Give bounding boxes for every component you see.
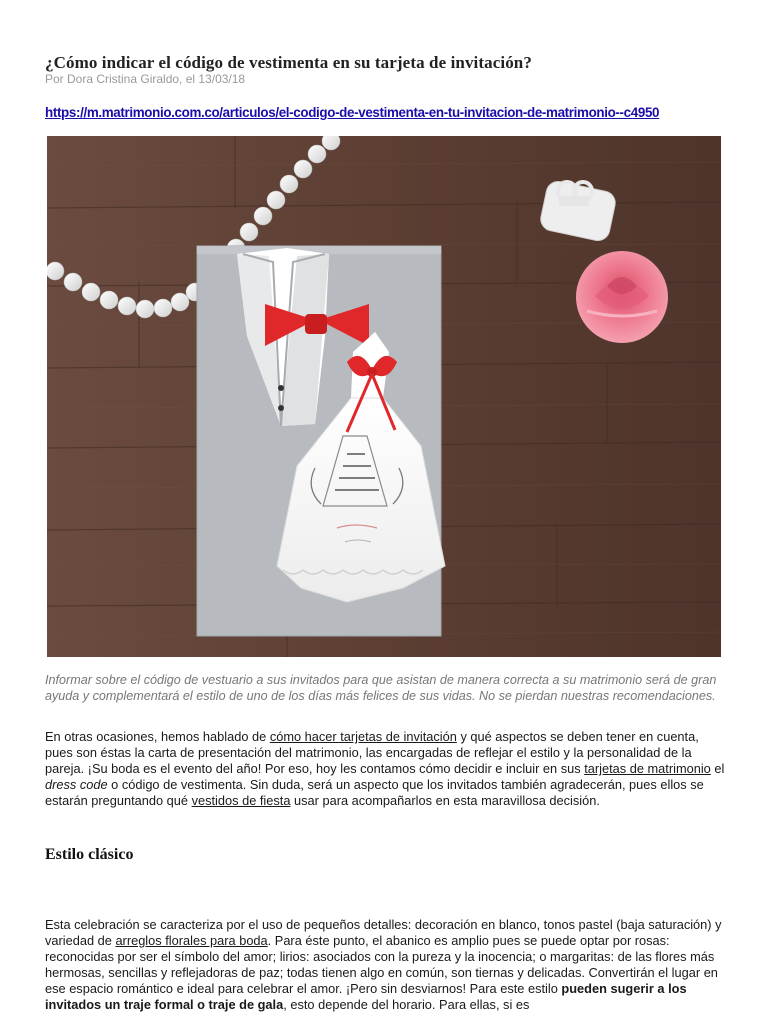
wedding-invitation-illustration <box>47 136 721 657</box>
source-url-link[interactable]: https://m.matrimonio.com.co/articulos/el-codigo-de-vestimenta-en-tu-invitacion-de-matrimonio--c4950 <box>45 105 660 120</box>
photo-caption: Informar sobre el código de vestuario a sus invitados para que asistan de manera correcta a su matrimonio será de gran ayuda y complementará el estilo de uno de los días más felices de sus vidas. No se pierdan nuestras recomendaciones. <box>45 673 717 703</box>
text-span: el <box>710 761 725 776</box>
article-title: ¿Cómo indicar el código de vestimenta en su tarjeta de invitación? <box>45 53 532 72</box>
text-span: En otras ocasiones, hemos hablado de <box>45 729 270 744</box>
section-heading: Estilo clásico <box>45 846 134 863</box>
text-span: usar para acompañarlos en esta maravillosa decisión. <box>290 793 600 808</box>
article <box>45 52 725 1012</box>
rose <box>576 251 668 343</box>
link-como-hacer-tarjetas[interactable]: cómo hacer tarjetas de invitación <box>269 729 457 744</box>
link-vestidos-de-fiesta[interactable]: vestidos de fiesta <box>191 793 291 808</box>
text-span: , esto depende del horario. Para ellas, si es <box>283 997 530 1012</box>
text-span: o código de vestimenta. Sin duda, será un aspecto que los invitados también agradecerán, pues ellos se estarán preguntando qué <box>45 777 704 808</box>
link-tarjetas-de-matrimonio[interactable]: tarjetas de matrimonio <box>584 761 711 776</box>
text-span: Esta celebración se caracteriza por el uso de pequeños detalles: decoración en blanco, tonos pastel (baja saturación) y variedad de <box>45 917 722 948</box>
dress-code-emphasis: dress code <box>45 777 108 792</box>
intro-paragraph <box>45 729 725 809</box>
text-span: . Para éste punto, el abanico es amplio pues se puede optar por rosas: reconocidas por ser el símbolo del amor; lirios: asociados con la pureza y la inocencia; o margaritas: de las flores más hermosas, sencillas y reflejadoras de paz; todas tienen algo en común, son tiernas y delicadas. Convertirán el lugar en ese espacio romántico e ideal para celebrar el amor. ¡Pero sin desviarnos! Para este estilo <box>45 933 718 996</box>
article-byline: Por Dora Cristina Giraldo, el 13/03/18 <box>45 72 246 86</box>
link-arreglos-florales[interactable]: arreglos florales para boda <box>115 933 268 948</box>
classic-style-paragraph <box>45 917 725 1013</box>
article-photo <box>47 136 721 657</box>
text-span: y qué aspectos se deben tener en cuenta, pues son éstas la carta de presentación del matrimonio, las encargadas de reflejar el estilo y la personalidad de la pareja. ¡Su boda es el evento del año! Por eso, hoy les contamos cómo decidir e incluir en sus <box>45 729 699 776</box>
bold-suggestion: pueden sugerir a los invitados un traje formal o traje de gala <box>45 981 687 1012</box>
